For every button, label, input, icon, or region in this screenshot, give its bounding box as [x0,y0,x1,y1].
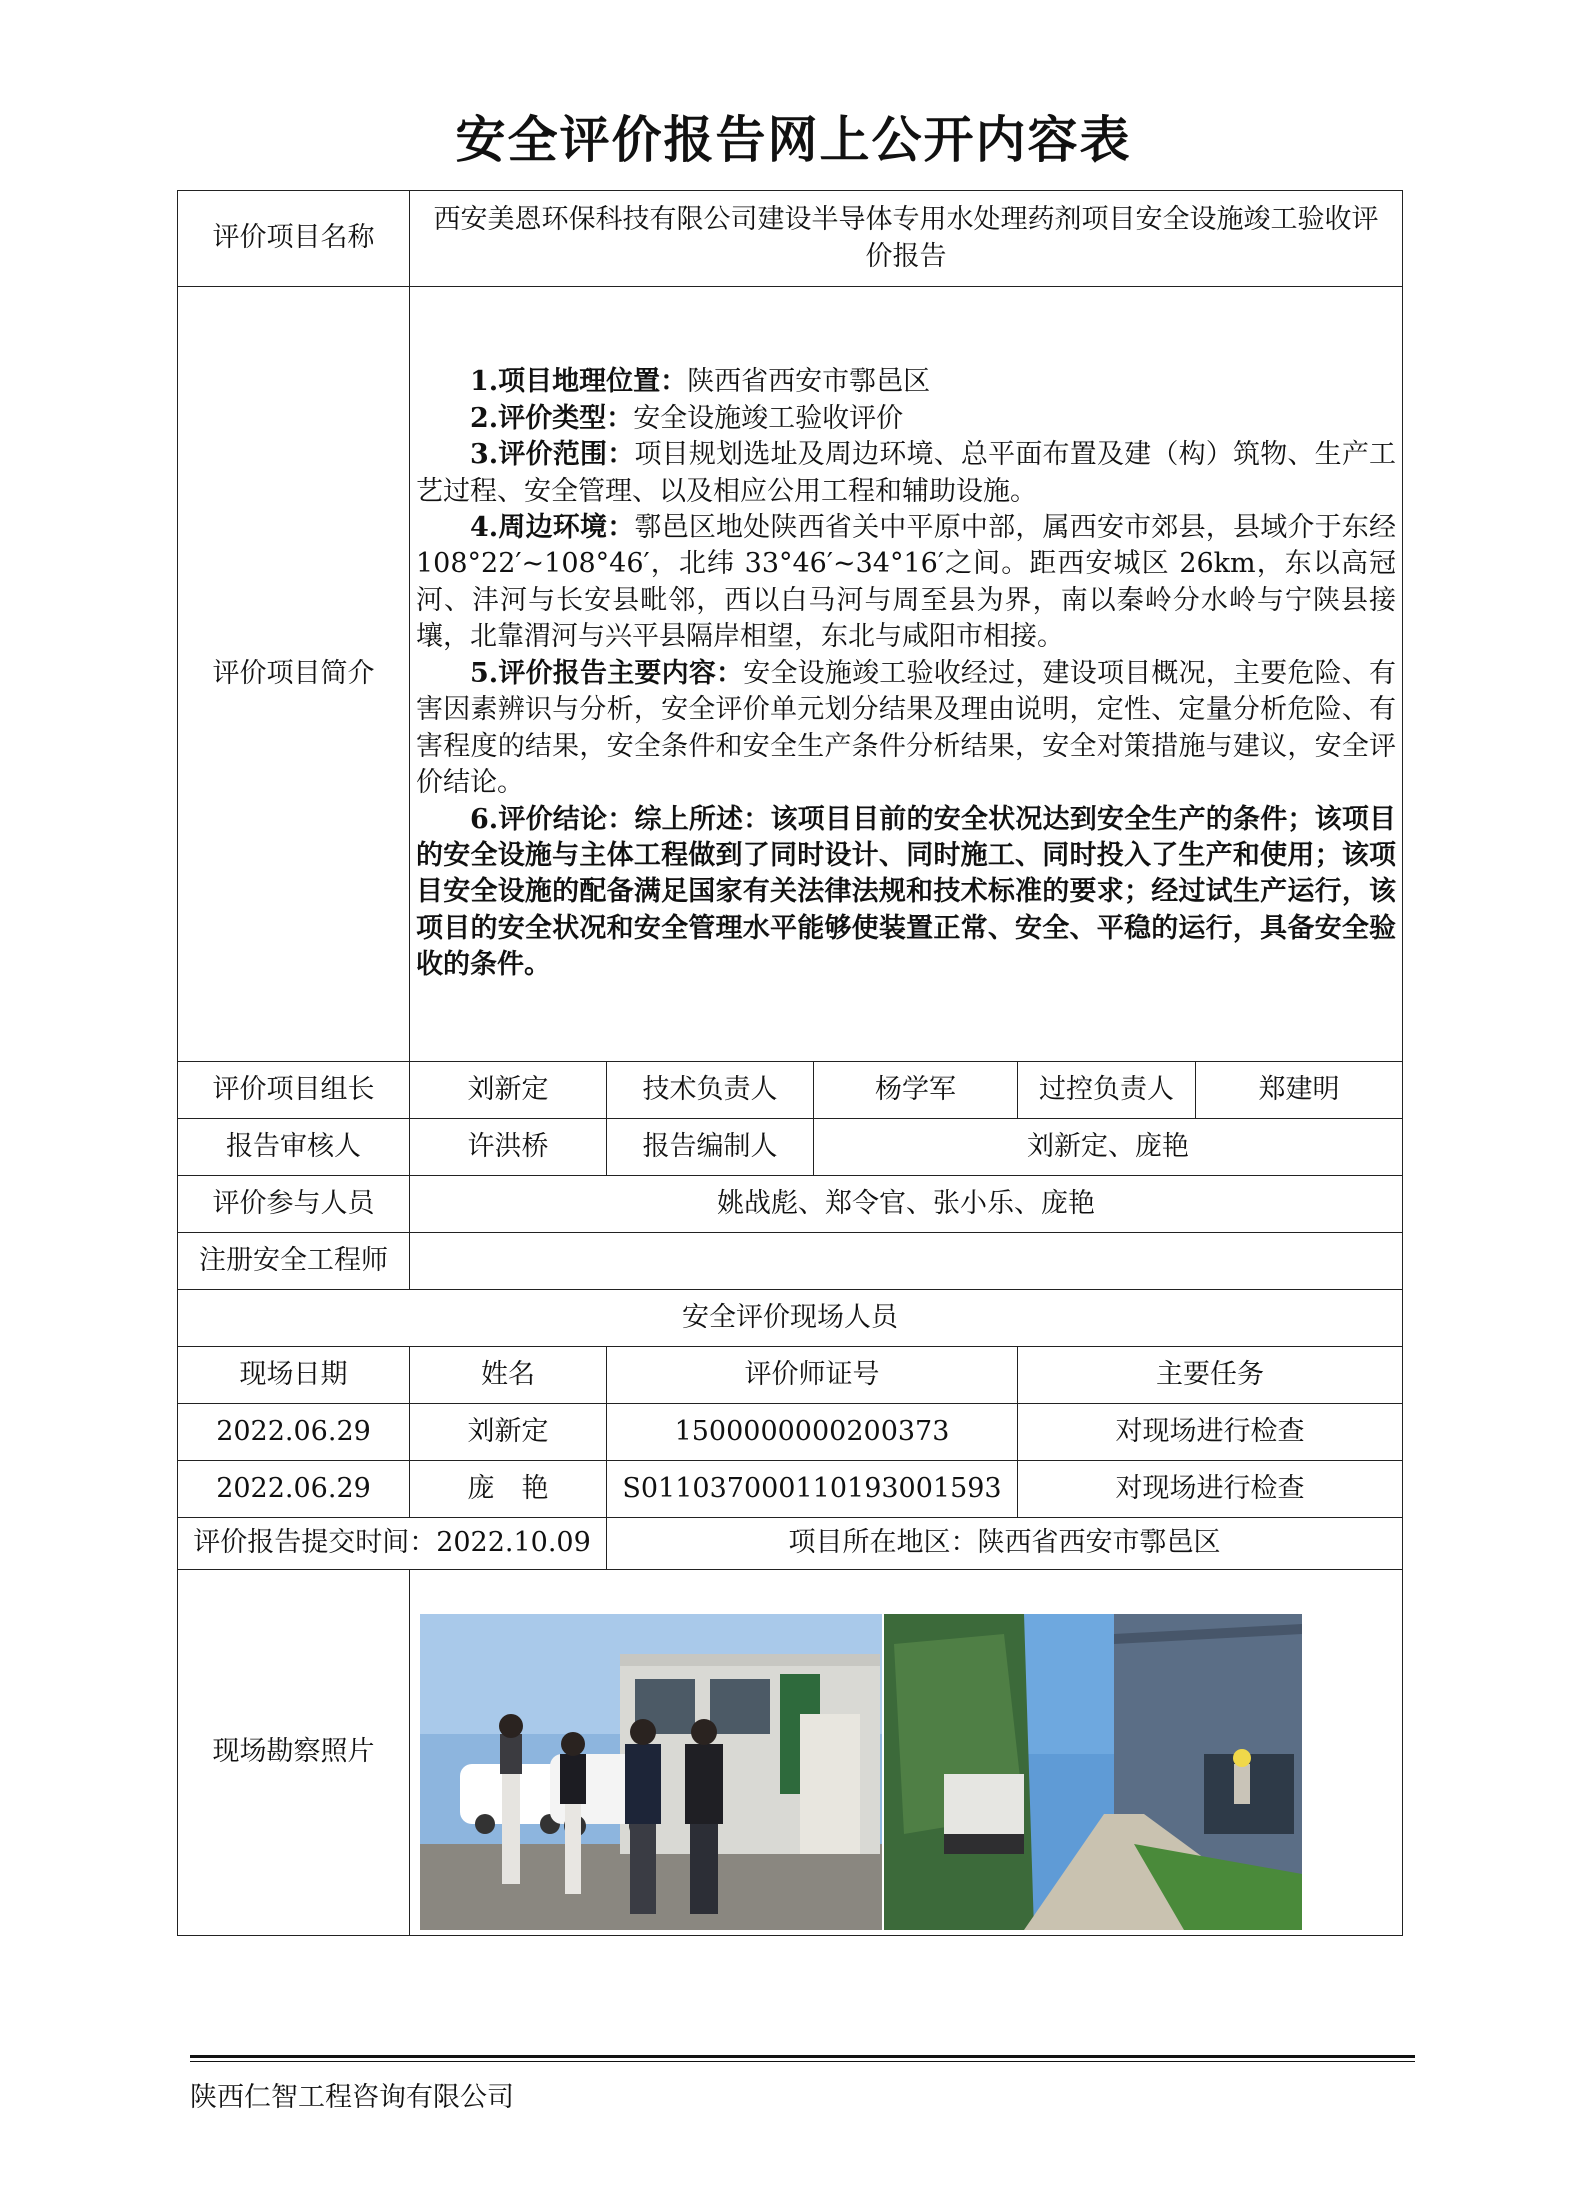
intro-item: 2.评价类型：安全设施竣工验收评价 [470,402,904,434]
site-date: 2022.06.29 [178,1404,410,1461]
editor-value: 刘新定、庞艳 [814,1119,1403,1176]
leader-label: 评价项目组长 [178,1062,410,1119]
process-value: 郑建明 [1196,1062,1403,1119]
reviewer-label: 报告审核人 [178,1119,410,1176]
site-header-cert: 评价师证号 [607,1347,1018,1404]
site-task: 对现场进行检查 [1018,1404,1403,1461]
footer-company: 陕西仁智工程咨询有限公司 [190,2082,514,2113]
reviewer-value: 许洪桥 [410,1119,607,1176]
editor-label: 报告编制人 [607,1119,814,1176]
submit-time: 评价报告提交时间：2022.10.09 [178,1518,607,1570]
site-cert: S011037000110193001593 [607,1461,1018,1518]
intro-item: 5.评价报告主要内容：安全设施竣工验收经过，建设项目概况，主要危险、有害因素辨识与分析，安全评价单元划分结果及理由说明，定性、定量分析危险、有害程度的结果，安全条件和安全生产条件分析结果，安全对策措施与建议，安全评价结论。 [416,657,1397,799]
site-name: 刘新定 [410,1404,607,1461]
engineer-label: 注册安全工程师 [178,1233,410,1290]
leader-value: 刘新定 [410,1062,607,1119]
site-name: 庞 艳 [410,1461,607,1518]
site-header-name: 姓名 [410,1347,607,1404]
site-header-task: 主要任务 [1018,1347,1403,1404]
intro-item: 4.周边环境：鄠邑区地处陕西省关中平原中部，属西安市郊县，县域介于东经 108°22′~108°46′，北纬 33°46′~34°16′之间。距西安城区 26km，东以高冠河、沣河与长安县毗邻，西以白马河与周至县为界，南以秦岭分水岭与宁陕县接壤，北靠渭河与兴平县隔岸相望，东北与咸阳市相接。 [416,512,1397,653]
site-task: 对现场进行检查 [1018,1461,1403,1518]
project-region: 项目所在地区：陕西省西安市鄠邑区 [607,1518,1403,1570]
report-table [177,190,1403,1936]
site-date: 2022.06.29 [178,1461,410,1518]
engineer-value [410,1233,1403,1290]
site-photo-entrance [420,1614,882,1930]
site-cert: 1500000000200373 [607,1404,1018,1461]
photos-cell [410,1570,1403,1936]
intro-label: 评价项目简介 [178,287,410,1062]
intro-item: 3.评价范围：项目规划选址及周边环境、总平面布置及建（构）筑物、生产工艺过程、安全管理、以及相应公用工程和辅助设施。 [416,439,1397,507]
participants-label: 评价参与人员 [178,1176,410,1233]
tech-label: 技术负责人 [607,1062,814,1119]
intro-item: 1.项目地理位置：陕西省西安市鄠邑区 [470,366,931,398]
footer-rule [190,2055,1415,2058]
tech-value: 杨学军 [814,1062,1018,1119]
project-name-value: 西安美恩环保科技有限公司建设半导体专用水处理药剂项目安全设施竣工验收评价报告 [410,191,1403,287]
table-row [178,1461,1403,1518]
photos-label: 现场勘察照片 [178,1570,410,1936]
site-header-date: 现场日期 [178,1347,410,1404]
page-title: 安全评价报告网上公开内容表 [455,110,1132,169]
intro-content [410,287,1403,1062]
site-section-title: 安全评价现场人员 [178,1290,1403,1347]
participants-value: 姚战彪、郑令官、张小乐、庞艳 [410,1176,1403,1233]
process-label: 过控负责人 [1018,1062,1196,1119]
footer-rule [190,2061,1415,2062]
project-name-label: 评价项目名称 [178,191,410,287]
table-row [178,1404,1403,1461]
intro-conclusion: 6.评价结论：综上所述：该项目目前的安全状况达到安全生产的条件；该项目的安全设施与主体工程做到了同时设计、同时施工、同时投入了生产和使用；该项目安全设施的配备满足国家有关法律法规和技术标准的要求；经过试生产运行，该项目的安全状况和安全管理水平能够使装置正常、安全、平稳的运行，具备安全验收的条件。 [416,803,1397,981]
site-photo-warehouse [884,1614,1302,1930]
